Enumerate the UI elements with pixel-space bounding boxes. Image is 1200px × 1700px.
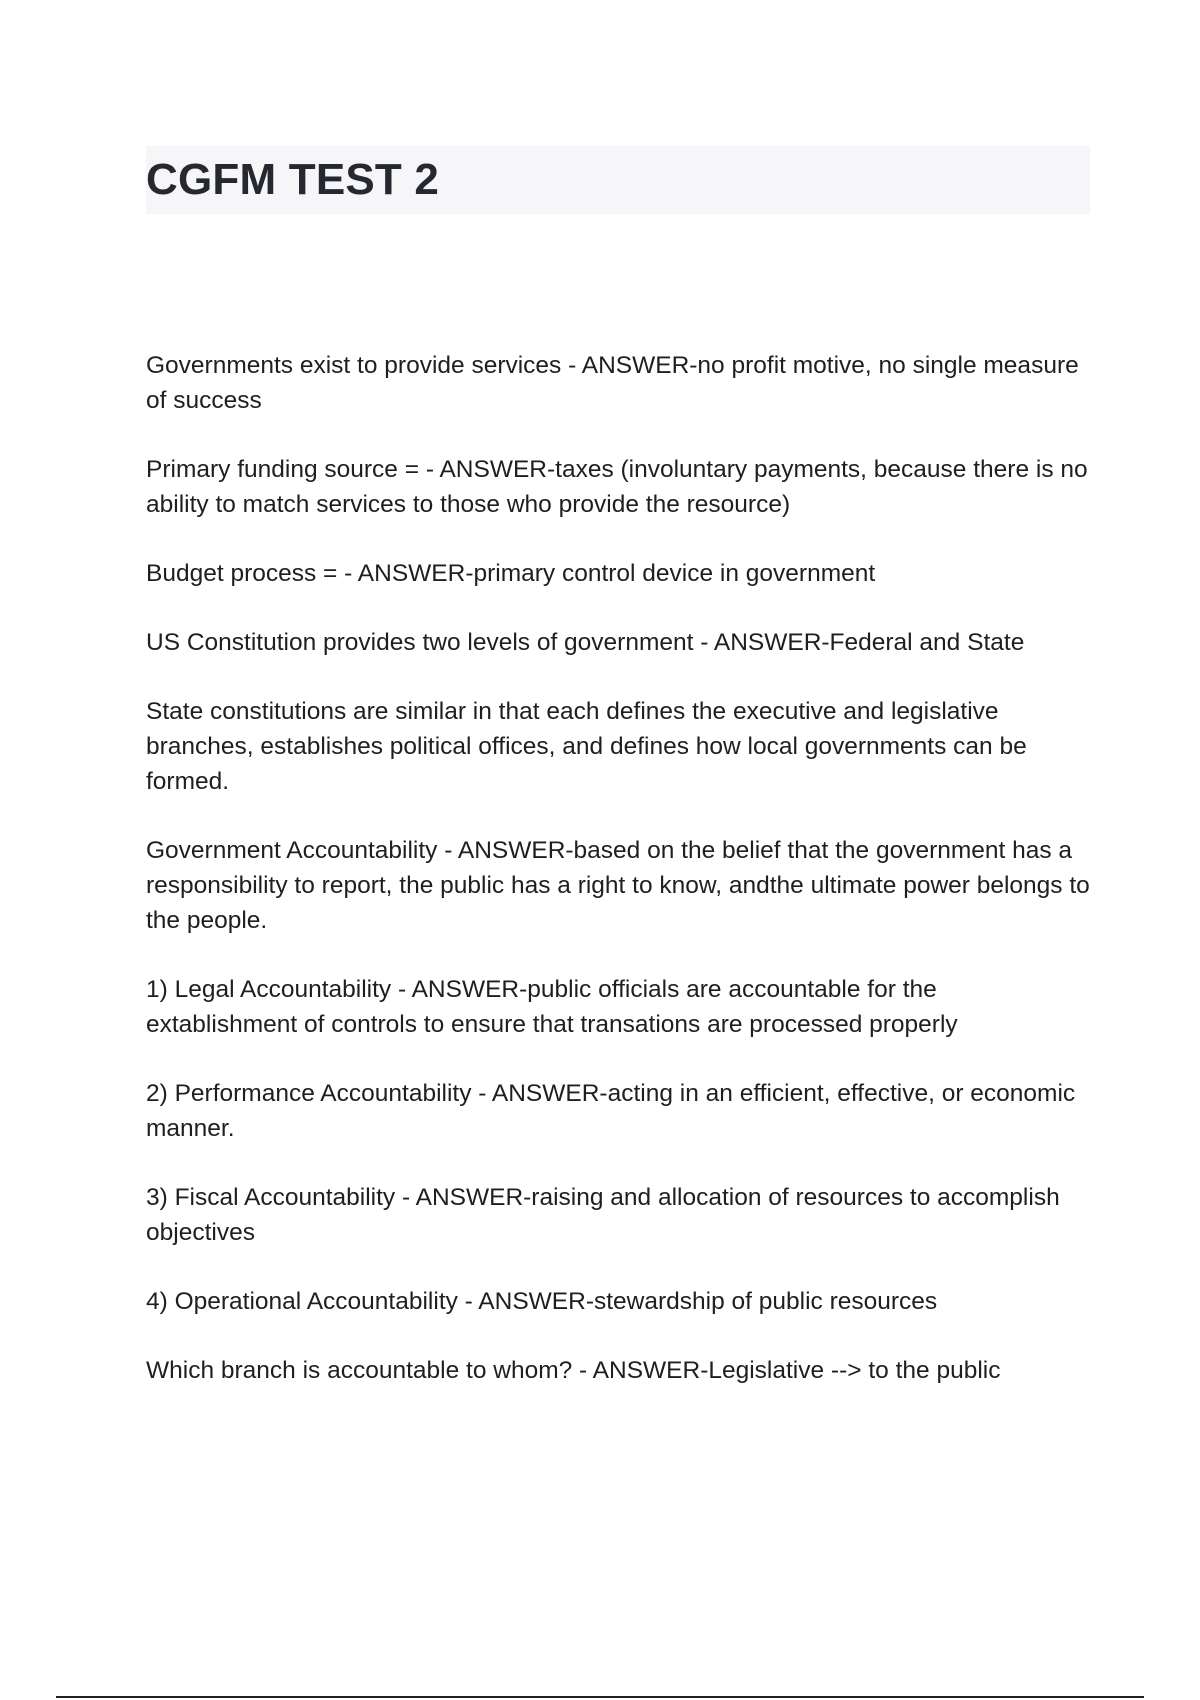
qa-item: State constitutions are similar in that each defines the executive and legislative branches, establishes political offices, and defines how local governments can be formed.	[146, 698, 1027, 795]
qa-item: Which branch is accountable to whom? - ANSWER-Legislative --> to the public	[146, 1357, 1001, 1384]
qa-item: 3) Fiscal Accountability - ANSWER-raising and allocation of resources to accomplish objectives	[146, 1184, 1060, 1246]
qa-item: 4) Operational Accountability - ANSWER-stewardship of public resources	[146, 1288, 938, 1315]
qa-item: Primary funding source = - ANSWER-taxes (involuntary payments, because there is no ability to match services to those who provide the resource)	[146, 456, 1088, 518]
page-title: CGFM TEST 2	[146, 155, 440, 204]
qa-list	[146, 348, 1090, 1422]
qa-item: 1) Legal Accountability - ANSWER-public officials are accountable for the extablishment of controls to ensure that transations are processed properly	[146, 976, 958, 1038]
footer-divider	[56, 1696, 1144, 1698]
qa-item: US Constitution provides two levels of government - ANSWER-Federal and State	[146, 629, 1025, 656]
title-bar	[146, 146, 1090, 214]
qa-item: Government Accountability - ANSWER-based on the belief that the government has a responsibility to report, the public has a right to know, andthe ultimate power belongs to the people.	[146, 837, 1090, 934]
qa-item: Budget process = - ANSWER-primary control device in government	[146, 560, 876, 587]
qa-item: 2) Performance Accountability - ANSWER-acting in an efficient, effective, or economic manner.	[146, 1080, 1076, 1142]
qa-item: Governments exist to provide services - ANSWER-no profit motive, no single measure of success	[146, 352, 1079, 414]
